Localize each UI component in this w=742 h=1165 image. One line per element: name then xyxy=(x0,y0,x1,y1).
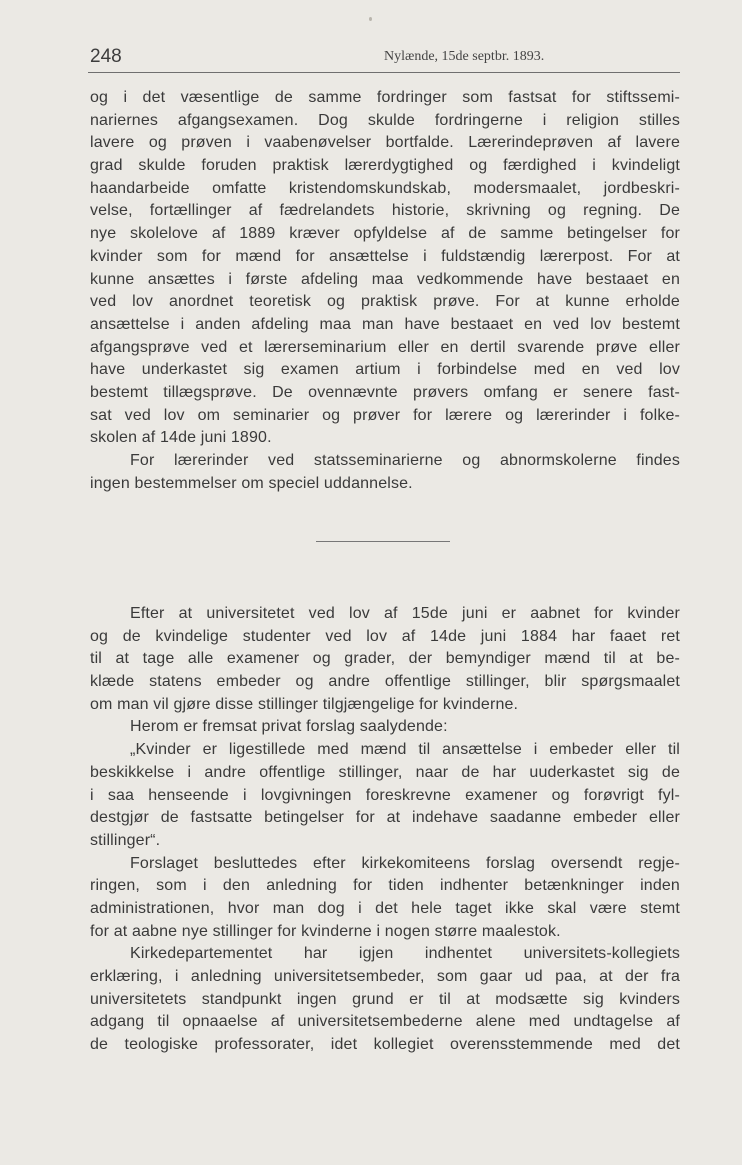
text-section-1 xyxy=(90,87,680,495)
text-line: kvinder som for mænd for ansættelse i fuldstændig lærerpost. For at xyxy=(90,247,680,265)
text-line: have underkastet sig examen artium i forbindelse med en ved lov xyxy=(90,361,680,379)
text-line: nye skolelove af 1889 kræver opfyldelse af de samme betingelser for xyxy=(90,225,680,243)
text-line: og de kvindelige studenter ved lov af 14de juni 1884 har faaet ret xyxy=(90,627,680,645)
text-line: velse, fortællinger af fædrelandets historie, skrivning og regning. De xyxy=(90,202,680,220)
text-line: „Kvinder er ligestillede med mænd til ansættelse i embeder eller til xyxy=(130,741,680,759)
text-line: sat ved lov om seminarier og prøver for lærere og lærerinder i folke- xyxy=(90,406,680,424)
text-line: ringen, som i den anledning for tiden indhenter betænkninger inden xyxy=(90,877,680,895)
text-line: nariernes afgangsexamen. Dog skulde fordringerne i religion stilles xyxy=(90,111,680,129)
section-divider xyxy=(316,541,450,542)
text-line: bestemt tillægsprøve. De ovennævnte prøvers omfang er senere fast- xyxy=(90,383,680,401)
text-line: grad skulde foruden praktisk lærerdygtighed og færdighed i kvindeligt xyxy=(90,157,680,175)
text-line: ansættelse i anden afdeling maa man have bestaaet en ved lov bestemt xyxy=(90,315,680,333)
text-line: universitetets standpunkt ingen grund er til at modsætte sig kvinders xyxy=(90,990,680,1008)
text-line: beskikkelse i andre offentlige stillinger, naar de har uuderkastet sig de xyxy=(90,763,680,781)
text-line: ved lov anordnet teoretisk og praktisk prøve. For at kunne erholde xyxy=(90,293,680,311)
text-line: destgjør de fastsatte betingelser for at indehave saadanne embeder eller xyxy=(90,809,680,827)
text-line: administrationen, hvor man dog i det hele taget ikke skal være stemt xyxy=(90,899,680,917)
text-section-2 xyxy=(90,603,680,1057)
text-line: de teologiske professorater, idet kollegiet overensstemmende med det xyxy=(90,1036,680,1054)
text-line: adgang til opnaaelse af universitetsembederne alene med undtagelse af xyxy=(90,1013,680,1031)
text-line: og i det væsentlige de samme fordringer som fastsat for stiftssemi- xyxy=(90,89,680,106)
text-line: ingen bestemmelser om speciel uddannelse. xyxy=(90,474,413,492)
running-title: Nylænde, 15de septbr. 1893. xyxy=(384,49,545,64)
text-line: afgangsprøve ved et lærerseminarium eller en dertil svarende prøve eller xyxy=(90,338,680,356)
text-line: Kirkedepartementet har igjen indhentet universitets-kollegiets xyxy=(130,945,680,963)
text-line: kunne ansættes i første afdeling maa vedkommende have bestaaet en xyxy=(90,270,680,288)
text-line: haandarbeide omfatte kristendomskundskab, modersmaalet, jordbeskri- xyxy=(90,179,680,197)
text-line: lavere og prøven i vaabenøvelser bortfalde. Lærerindeprøven af lavere xyxy=(90,134,680,152)
text-line: Herom er fremsat privat forslag saalydende: xyxy=(130,718,448,736)
text-line: i saa henseende i lovgivningen foreskrevne examener og forøvrigt fyl- xyxy=(90,786,680,804)
paper-speck xyxy=(369,17,372,21)
text-line: Efter at universitetet ved lov af 15de juni er aabnet for kvinder xyxy=(130,605,680,622)
text-line: erklæring, i anledning universitetsembeder, som gaar ud paa, at der fra xyxy=(90,968,680,985)
text-line: For lærerinder ved statsseminarierne og abnormskolerne findes xyxy=(130,452,680,469)
text-line: stillinger“. xyxy=(90,831,161,849)
text-line: klæde statens embeder og andre offentlige stillinger, blir spørgsmaalet xyxy=(90,673,680,691)
page-header xyxy=(88,46,680,73)
text-line: skolen af 14de juni 1890. xyxy=(90,429,272,447)
text-line: for at aabne nye stillinger for kvinderne i nogen større maalestok. xyxy=(90,922,561,940)
text-line: Forslaget besluttedes efter kirkekomiteens forslag oversendt regje- xyxy=(130,854,680,872)
text-line: om man vil gjøre disse stillinger tilgjængelige for kvinderne. xyxy=(90,695,519,713)
text-line: til at tage alle examener og grader, der bemyndiger mænd til at be- xyxy=(90,650,680,668)
page-number: 248 xyxy=(90,46,122,67)
